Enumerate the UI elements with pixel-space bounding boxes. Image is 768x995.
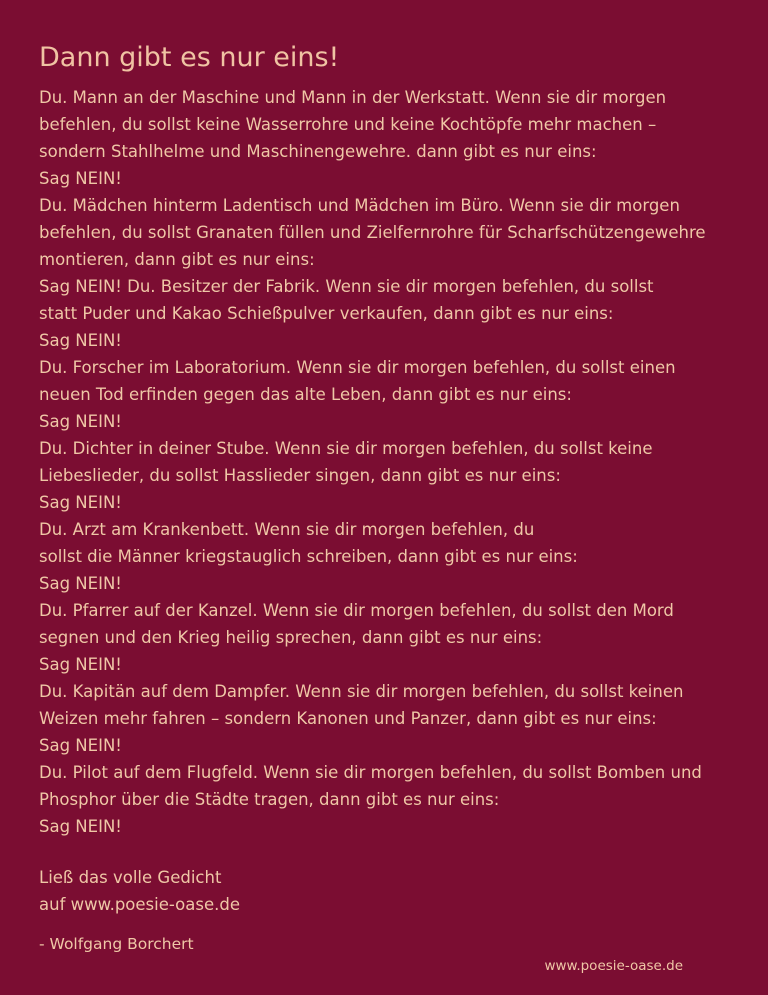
- poem-line: Phosphor über die Städte tragen, dann gibt es nur eins:: [39, 790, 500, 809]
- poem-page: [39, 40, 739, 840]
- poem-line: sollst die Männer kriegstauglich schreiben, dann gibt es nur eins:: [39, 547, 578, 566]
- poem-line: Sag NEIN!: [39, 331, 122, 350]
- poem-line: Sag NEIN!: [39, 655, 122, 674]
- poem-line: Sag NEIN!: [39, 736, 122, 755]
- poem-author: - Wolfgang Borchert: [39, 935, 194, 953]
- full-poem-note: [39, 864, 240, 918]
- poem-line: Du. Forscher im Laboratorium. Wenn sie dir morgen befehlen, du sollst einen: [39, 358, 676, 377]
- poem-line: Sag NEIN!: [39, 493, 122, 512]
- poem-line: Sag NEIN!: [39, 817, 122, 836]
- poem-line: Du. Kapitän auf dem Dampfer. Wenn sie dir morgen befehlen, du sollst keinen: [39, 682, 684, 701]
- poem-line: montieren, dann gibt es nur eins:: [39, 250, 315, 269]
- poem-line: Du. Arzt am Krankenbett. Wenn sie dir morgen befehlen, du: [39, 520, 535, 539]
- poem-line: sondern Stahlhelme und Maschinengewehre. dann gibt es nur eins:: [39, 142, 597, 161]
- poem-line: Liebeslieder, du sollst Hasslieder singen, dann gibt es nur eins:: [39, 466, 561, 485]
- poem-line: statt Puder und Kakao Schießpulver verkaufen, dann gibt es nur eins:: [39, 304, 614, 323]
- footer-site-link[interactable]: www.poesie-oase.de: [544, 958, 683, 974]
- poem-line: Sag NEIN!: [39, 412, 122, 431]
- poem-line: befehlen, du sollst Granaten füllen und Zielfernrohre für Scharfschützengewehre: [39, 223, 706, 242]
- poem-line: Du. Dichter in deiner Stube. Wenn sie dir morgen befehlen, du sollst keine: [39, 439, 653, 458]
- poem-title: Dann gibt es nur eins!: [39, 42, 340, 73]
- poem-line: Du. Mädchen hinterm Ladentisch und Mädchen im Büro. Wenn sie dir morgen: [39, 196, 680, 215]
- poem-line: Du. Pfarrer auf der Kanzel. Wenn sie dir morgen befehlen, du sollst den Mord: [39, 601, 674, 620]
- poem-line: neuen Tod erfinden gegen das alte Leben, dann gibt es nur eins:: [39, 385, 572, 404]
- poem-line: Sag NEIN!: [39, 574, 122, 593]
- note-line: Ließ das volle Gedicht: [39, 868, 222, 887]
- poem-line: Sag NEIN!: [39, 169, 122, 188]
- poem-line: Du. Mann an der Maschine und Mann in der Werkstatt. Wenn sie dir morgen: [39, 88, 667, 107]
- note-line: auf www.poesie-oase.de: [39, 895, 240, 914]
- poem-line: befehlen, du sollst keine Wasserrohre und keine Kochtöpfe mehr machen –: [39, 115, 657, 134]
- poem-line: Weizen mehr fahren – sondern Kanonen und Panzer, dann gibt es nur eins:: [39, 709, 657, 728]
- poem-body: [39, 84, 739, 840]
- poem-line: Sag NEIN! Du. Besitzer der Fabrik. Wenn sie dir morgen befehlen, du sollst: [39, 277, 654, 296]
- poem-line: segnen und den Krieg heilig sprechen, dann gibt es nur eins:: [39, 628, 543, 647]
- poem-line: Du. Pilot auf dem Flugfeld. Wenn sie dir morgen befehlen, du sollst Bomben und: [39, 763, 702, 782]
